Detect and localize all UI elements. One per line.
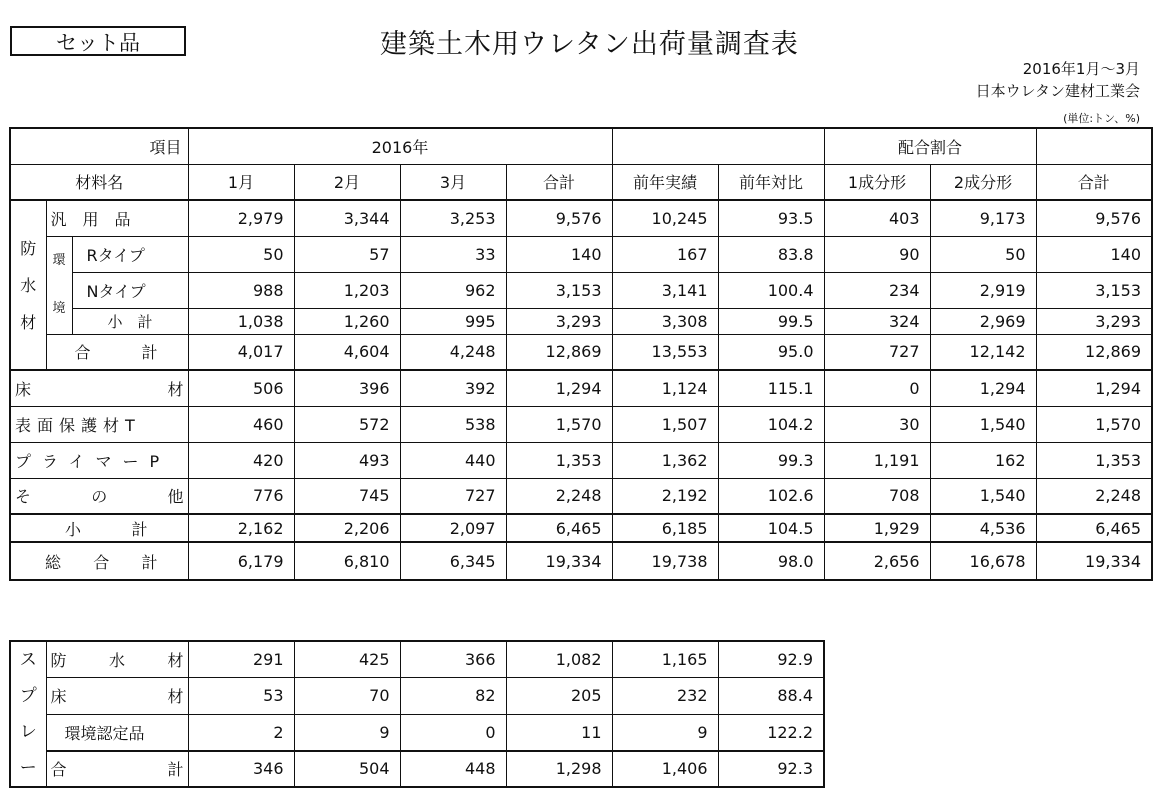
cell: 140 <box>506 236 612 272</box>
cell: 100.4 <box>718 272 824 308</box>
env-label: 環 境 <box>46 236 72 334</box>
cell: 88.4 <box>718 678 824 715</box>
cell: 2,969 <box>930 308 1036 334</box>
cell: 1,929 <box>824 514 930 542</box>
cell: 1,570 <box>1036 406 1152 442</box>
cell: 13,553 <box>612 334 718 370</box>
cell: 99.5 <box>718 308 824 334</box>
cell: 727 <box>824 334 930 370</box>
cell: 346 <box>188 751 294 788</box>
cell: 2,979 <box>188 200 294 236</box>
label-primer: プライマーP <box>10 442 188 478</box>
cell: 366 <box>400 641 506 678</box>
header-yoy: 前年対比 <box>718 164 824 200</box>
row-surface <box>10 406 1152 442</box>
cell: 234 <box>824 272 930 308</box>
label-env-subtotal: 小 計 <box>72 308 188 334</box>
cell: 33 <box>400 236 506 272</box>
cell: 140 <box>1036 236 1152 272</box>
spray-label: ス プ レ ー <box>10 641 46 787</box>
header-row-1 <box>10 128 1152 164</box>
cell: 10,245 <box>612 200 718 236</box>
cell: 3,293 <box>1036 308 1152 334</box>
cell: 98.0 <box>718 542 824 580</box>
cell: 1,165 <box>612 641 718 678</box>
cell: 9,173 <box>930 200 1036 236</box>
cell: 50 <box>188 236 294 272</box>
cell: 493 <box>294 442 400 478</box>
cell: 3,344 <box>294 200 400 236</box>
label-spray-total: 合 計 <box>46 751 188 788</box>
header-ratio: 配合割合 <box>824 128 1036 164</box>
cell: 3,141 <box>612 272 718 308</box>
cell: 727 <box>400 478 506 514</box>
cell: 104.5 <box>718 514 824 542</box>
cell: 19,334 <box>506 542 612 580</box>
cell: 205 <box>506 678 612 715</box>
cell: 988 <box>188 272 294 308</box>
cell: 538 <box>400 406 506 442</box>
cell: 12,142 <box>930 334 1036 370</box>
cell: 425 <box>294 641 400 678</box>
waterproof-label: 防 水 材 <box>10 200 46 370</box>
cell: 6,185 <box>612 514 718 542</box>
period-label: 2016年1月～3月 <box>1022 60 1140 78</box>
cell: 1,298 <box>506 751 612 788</box>
cell: 324 <box>824 308 930 334</box>
label-spray-wp: 防 水 材 <box>46 641 188 678</box>
organization-label: 日本ウレタン建材工業会 <box>975 82 1140 100</box>
row-floor <box>10 370 1152 406</box>
spray-row-waterproof <box>10 641 824 678</box>
cell: 104.2 <box>718 406 824 442</box>
label-spray-env: 環境認定品 <box>46 714 188 751</box>
header-m1: 1月 <box>188 164 294 200</box>
cell: 9 <box>612 714 718 751</box>
cell: 396 <box>294 370 400 406</box>
cell: 6,465 <box>1036 514 1152 542</box>
cell: 504 <box>294 751 400 788</box>
spray-table <box>9 640 825 788</box>
cell: 1,507 <box>612 406 718 442</box>
header-material: 材料名 <box>10 164 188 200</box>
cell: 3,153 <box>506 272 612 308</box>
cell: 745 <box>294 478 400 514</box>
label-subtotal: 小 計 <box>10 514 188 542</box>
cell: 420 <box>188 442 294 478</box>
label-wp-total: 合 計 <box>46 334 188 370</box>
cell: 90 <box>824 236 930 272</box>
label-other: そ の 他 <box>10 478 188 514</box>
cell: 1,362 <box>612 442 718 478</box>
cell: 2,162 <box>188 514 294 542</box>
cell: 82 <box>400 678 506 715</box>
cell: 92.9 <box>718 641 824 678</box>
cell: 9 <box>294 714 400 751</box>
cell: 1,540 <box>930 406 1036 442</box>
cell: 1,191 <box>824 442 930 478</box>
cell: 12,869 <box>506 334 612 370</box>
cell: 440 <box>400 442 506 478</box>
cell: 2,097 <box>400 514 506 542</box>
header-item: 項目 <box>10 128 188 164</box>
cell: 11 <box>506 714 612 751</box>
header-ratio-total: 合計 <box>1036 164 1152 200</box>
row-primer <box>10 442 1152 478</box>
cell: 232 <box>612 678 718 715</box>
cell: 9,576 <box>1036 200 1152 236</box>
cell: 4,536 <box>930 514 1036 542</box>
cell: 4,248 <box>400 334 506 370</box>
cell: 1,294 <box>1036 370 1152 406</box>
cell: 12,869 <box>1036 334 1152 370</box>
cell: 403 <box>824 200 930 236</box>
row-other <box>10 478 1152 514</box>
cell: 6,810 <box>294 542 400 580</box>
row-wp-total <box>10 334 1152 370</box>
spray-row-total <box>10 751 824 788</box>
label-general: 汎 用 品 <box>46 200 188 236</box>
label-grand-total: 総 合 計 <box>10 542 188 580</box>
label-rtype: Rタイプ <box>72 236 188 272</box>
cell: 1,406 <box>612 751 718 788</box>
cell: 0 <box>400 714 506 751</box>
cell: 572 <box>294 406 400 442</box>
cell: 3,308 <box>612 308 718 334</box>
row-general <box>10 200 1152 236</box>
cell: 962 <box>400 272 506 308</box>
header-prev: 前年実績 <box>612 164 718 200</box>
cell: 19,334 <box>1036 542 1152 580</box>
cell: 708 <box>824 478 930 514</box>
cell: 1,203 <box>294 272 400 308</box>
spray-row-floor <box>10 678 824 715</box>
header-row-2 <box>10 164 1152 200</box>
cell: 291 <box>188 641 294 678</box>
row-ntype <box>10 272 1152 308</box>
cell: 162 <box>930 442 1036 478</box>
cell: 6,179 <box>188 542 294 580</box>
cell: 0 <box>824 370 930 406</box>
header-year: 2016年 <box>188 128 612 164</box>
cell: 1,570 <box>506 406 612 442</box>
cell: 2,206 <box>294 514 400 542</box>
cell: 1,294 <box>506 370 612 406</box>
cell: 1,260 <box>294 308 400 334</box>
label-floor: 床 材 <box>10 370 188 406</box>
cell: 167 <box>612 236 718 272</box>
header-one: 1成分形 <box>824 164 930 200</box>
header-m2: 2月 <box>294 164 400 200</box>
row-rtype <box>10 236 1152 272</box>
cell: 92.3 <box>718 751 824 788</box>
cell: 1,038 <box>188 308 294 334</box>
cell: 99.3 <box>718 442 824 478</box>
set-product-label: セット品 <box>10 26 186 56</box>
cell: 506 <box>188 370 294 406</box>
cell: 3,293 <box>506 308 612 334</box>
cell: 2,656 <box>824 542 930 580</box>
cell: 1,124 <box>612 370 718 406</box>
row-subtotal <box>10 514 1152 542</box>
cell: 2,248 <box>506 478 612 514</box>
cell: 2,192 <box>612 478 718 514</box>
cell: 93.5 <box>718 200 824 236</box>
cell: 1,353 <box>506 442 612 478</box>
cell: 2 <box>188 714 294 751</box>
cell: 460 <box>188 406 294 442</box>
cell: 4,017 <box>188 334 294 370</box>
row-env-subtotal <box>10 308 1152 334</box>
label-spray-floor: 床 材 <box>46 678 188 715</box>
cell: 3,253 <box>400 200 506 236</box>
header-total: 合計 <box>506 164 612 200</box>
cell: 2,919 <box>930 272 1036 308</box>
header-two: 2成分形 <box>930 164 1036 200</box>
cell: 30 <box>824 406 930 442</box>
cell: 1,294 <box>930 370 1036 406</box>
row-grand-total <box>10 542 1152 580</box>
spray-row-env <box>10 714 824 751</box>
cell: 57 <box>294 236 400 272</box>
cell: 6,345 <box>400 542 506 580</box>
page-title: 建築土木用ウレタン出荷量調査表 <box>380 29 799 60</box>
header-m3: 3月 <box>400 164 506 200</box>
cell: 115.1 <box>718 370 824 406</box>
cell: 102.6 <box>718 478 824 514</box>
cell: 95.0 <box>718 334 824 370</box>
cell: 3,153 <box>1036 272 1152 308</box>
unit-label: (単位:トン、%) <box>1063 112 1140 125</box>
cell: 392 <box>400 370 506 406</box>
cell: 19,738 <box>612 542 718 580</box>
cell: 9,576 <box>506 200 612 236</box>
cell: 50 <box>930 236 1036 272</box>
label-ntype: Nタイプ <box>72 272 188 308</box>
cell: 1,082 <box>506 641 612 678</box>
cell: 1,353 <box>1036 442 1152 478</box>
cell: 776 <box>188 478 294 514</box>
cell: 83.8 <box>718 236 824 272</box>
cell: 2,248 <box>1036 478 1152 514</box>
label-surface: 表面保護材T <box>10 406 188 442</box>
shipment-table <box>9 127 1153 581</box>
cell: 122.2 <box>718 714 824 751</box>
cell: 70 <box>294 678 400 715</box>
cell: 995 <box>400 308 506 334</box>
cell: 53 <box>188 678 294 715</box>
cell: 448 <box>400 751 506 788</box>
cell: 6,465 <box>506 514 612 542</box>
cell: 1,540 <box>930 478 1036 514</box>
cell: 16,678 <box>930 542 1036 580</box>
cell: 4,604 <box>294 334 400 370</box>
